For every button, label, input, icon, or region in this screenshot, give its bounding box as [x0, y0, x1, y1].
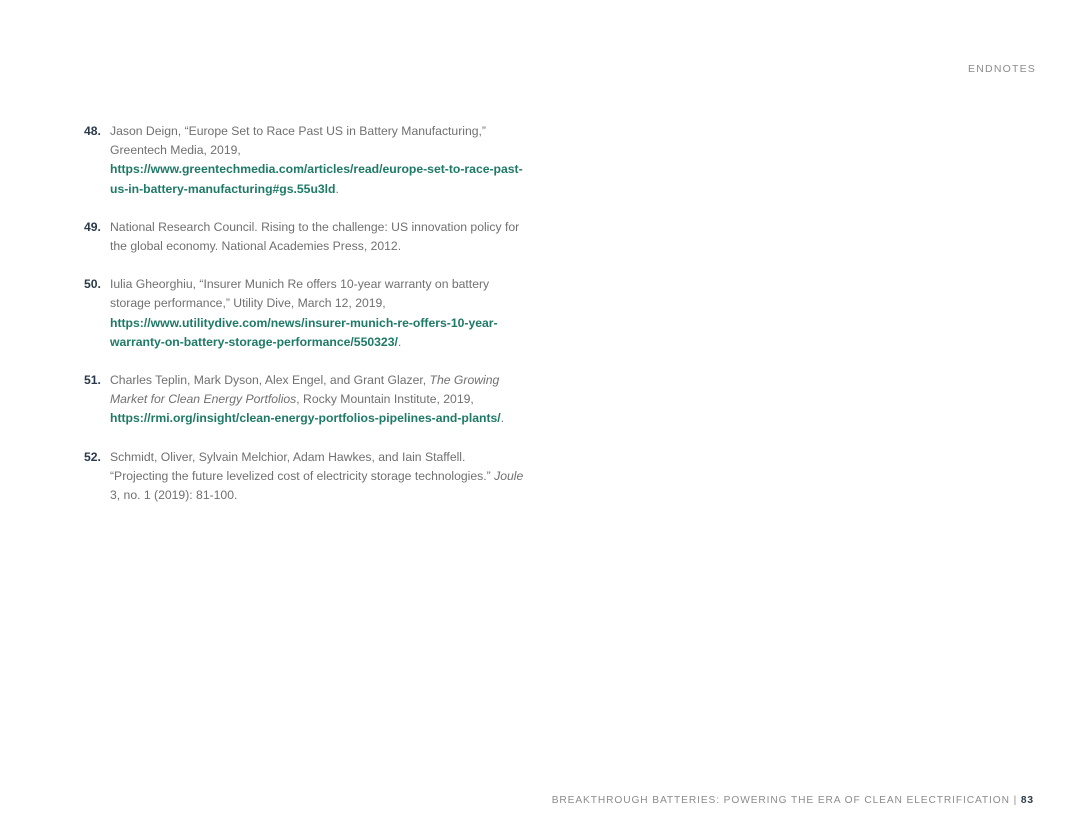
endnote-text: , Rocky Mountain Institute, 2019,	[296, 392, 474, 407]
endnote-number: 50.	[84, 277, 101, 292]
footer-separator: |	[1009, 795, 1021, 806]
endnote-link[interactable]: https://rmi.org/insight/clean-energy-portfolios-pipelines-and-plants/	[110, 411, 501, 426]
endnote-number: 49.	[84, 219, 101, 234]
endnote-49	[84, 218, 524, 256]
endnote-text: Schmidt, Oliver, Sylvain Melchior, Adam Hawkes, and Iain Staffell. “Projecting the future levelized cost of electricity storage technologies.”	[110, 449, 495, 483]
endnote-text: 3, no. 1 (2019): 81-100.	[110, 488, 238, 503]
endnote-italic-title: Joule	[494, 468, 524, 483]
page-number: 83	[1020, 795, 1034, 806]
page-footer	[552, 795, 1034, 806]
endnote-text: Charles Teplin, Mark Dyson, Alex Engel, and Grant Glazer,	[110, 373, 430, 388]
footer-title: BREAKTHROUGH BATTERIES: POWERING THE ERA OF CLEAN ELECTRIFICATION	[551, 795, 1010, 806]
endnote-text: .	[397, 334, 402, 349]
endnote-48	[84, 122, 524, 199]
endnote-italic-title: The Growing Market for Clean Energy Portfolios	[110, 373, 500, 407]
endnote-text: .	[335, 181, 339, 196]
endnote-text: .	[500, 411, 505, 426]
endnotes-list	[84, 122, 524, 524]
endnote-link[interactable]: https://www.utilitydive.com/news/insurer-munich-re-offers-10-year-warranty-on-battery-storage-performance/550323/	[110, 315, 498, 349]
section-label: ENDNOTES	[968, 63, 1036, 75]
endnote-link[interactable]: https://www.greentechmedia.com/articles/read/europe-set-to-race-past-us-in-battery-manufacturing#gs.55u3ld	[110, 162, 523, 196]
endnote-51	[84, 371, 524, 429]
endnote-number: 48.	[84, 124, 101, 138]
endnote-50	[84, 275, 524, 352]
endnote-text: National Research Council. Rising to the challenge: US innovation policy for the global economy. National Academies Press, 2012.	[110, 219, 520, 254]
endnote-text: Jason Deign, “Europe Set to Race Past US in Battery Manufacturing,” Greentech Media, 2019,	[110, 124, 486, 158]
endnote-text: Iulia Gheorghiu, “Insurer Munich Re offers 10-year warranty on battery storage performance,” Utility Dive, March 12, 2019,	[110, 277, 490, 311]
endnote-number: 51.	[84, 373, 101, 388]
endnote-52	[84, 448, 524, 506]
endnote-number: 52.	[84, 449, 101, 464]
